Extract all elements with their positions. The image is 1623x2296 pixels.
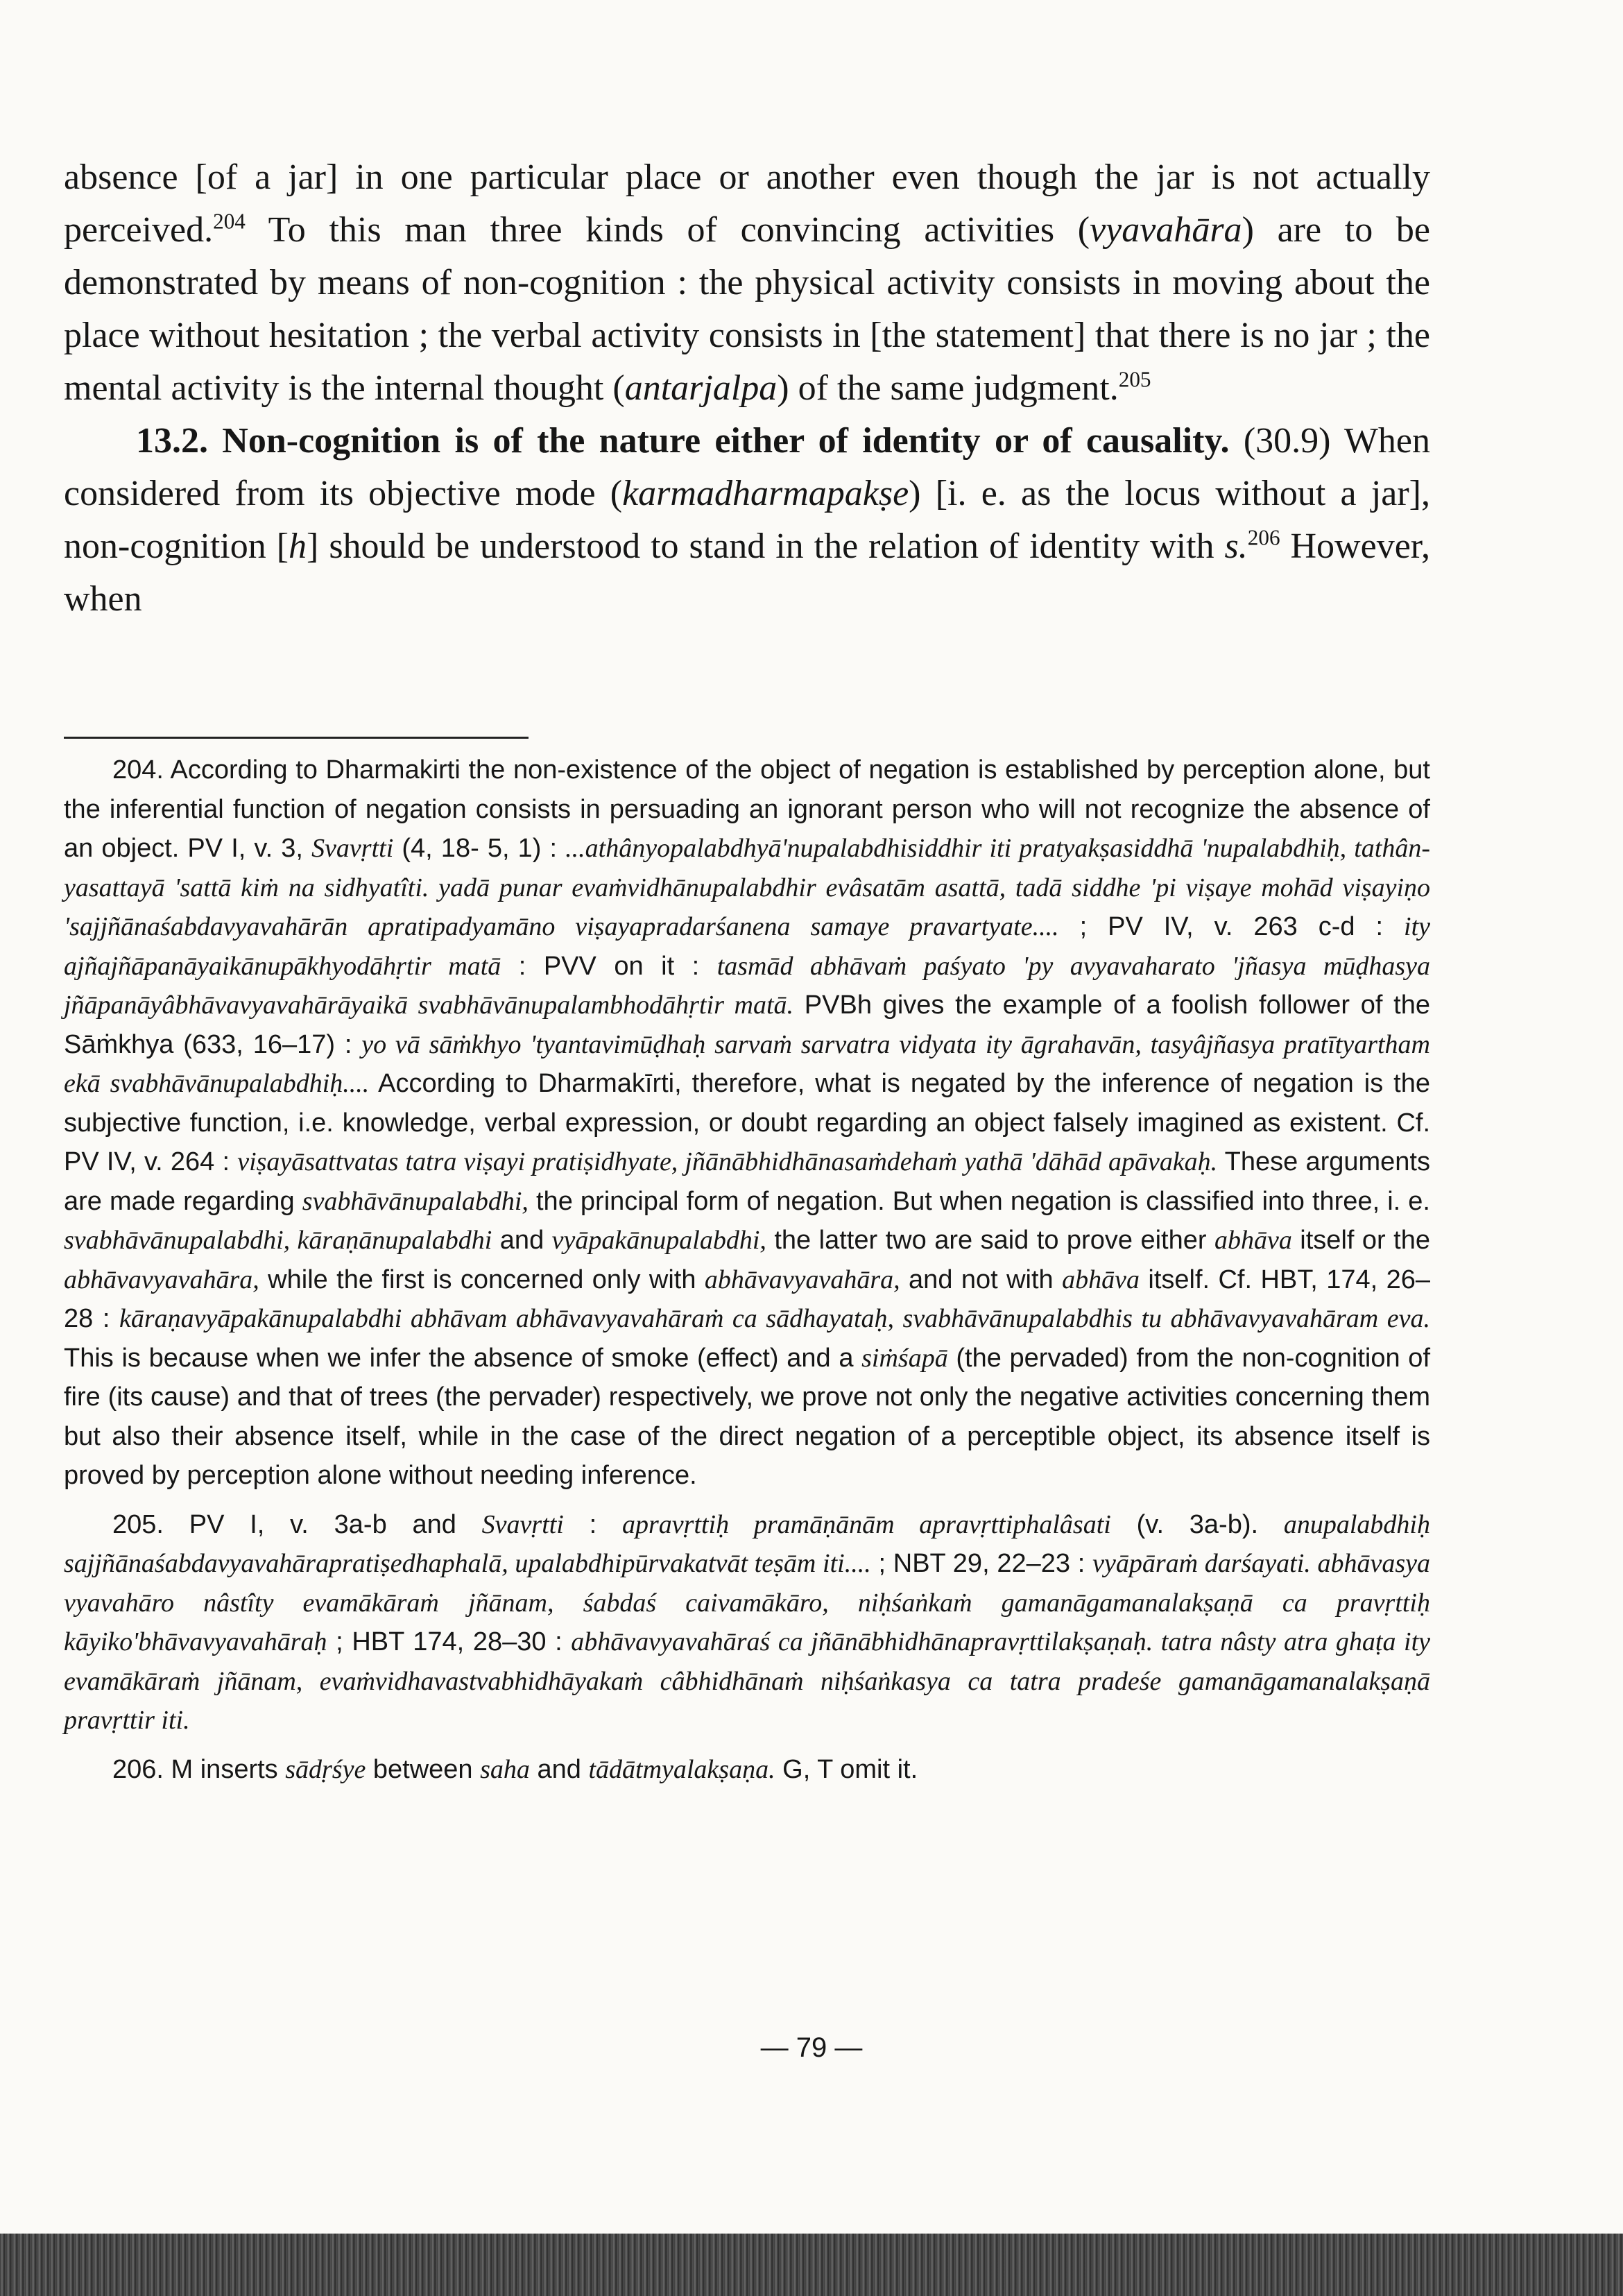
footnote-ref-206[interactable]: 206 (1247, 525, 1280, 550)
footnote-205: 205. PV I, v. 3a-b and Svavṛtti : apravṛttiḥ pramāṇānām apravṛttiphalâsati (v. 3a-b). anupalabdhiḥ sajjñānaśabdavyavahārapratiṣedhaphalā, upalabdhipūrvakatvāt teṣām iti.... ; NBT 29, 22–23 : vyāpāraṁ darśayati. abhāvasya vyavahāro nâstîty evamākāraṁ jñānam, śabdaś caivamākāro, niḥśaṅkaṁ gamanāgamanalakṣaṇā ca pravṛttiḥ kāyiko'bhāvavyavahāraḥ ; HBT 174, 28–30 : abhāvavyavahāraś ca jñānābhidhānapravṛttilakṣaṇaḥ. tatra nâsty atra ghaṭa ity evamākāraṁ jñānam, evaṁvidhavastvabhidhāyakaṁ câbhidhānaṁ niḥśaṅkasya ca tatra pradeśe gamanāgamanalakṣaṇā pravṛttir iti. (64, 1509, 1431, 1735)
footnote-206: 206. M inserts sādṛśye between saha and tādātmyalakṣaṇa. G, T omit it. (112, 1754, 918, 1784)
section-heading-13-2: 13.2. Non-cognition is of the nature either of identity or of causality. (136, 421, 1230, 461)
paragraph-1: absence [of a jar] in one particular place or another even though the jar is not actually perceived.$^{204}$ To this man three kinds of convincing activities (vyavahāra) are to be demonstrated by means of non-cognition : the physical activity consists in moving about the place without hesitation ; the verbal activity consists in [the statement] that there is no jar ; the mental activity is the internal thought (antarjalpa) of the same judgment.$^{205}$ (64, 157, 1430, 408)
footnote-ref-205[interactable]: 205 (1118, 367, 1151, 392)
page-number: — 79 — (760, 2032, 863, 2063)
main-text (64, 151, 1430, 626)
footnote-204: 204. According to Dharmakirti the non-existence of the object of negation is established by perception alone, but the inferential function of negation consists in persuading an ignorant person who will not recognize the absence of an object. PV I, v. 3, Svavṛtti (4, 18- 5, 1) : ...athânyopalabdhyā'nupalabdhisiddhir iti pratyakṣasiddhā 'nupalabdhiḥ, tathânyasattayā 'sattā kiṁ na sidhyatîti. yadā punar evaṁvidhānupalabdhir evâsatām asattā, tadā siddhe 'pi viṣaye mohād viṣayiṇo 'sajjñānaśabdavyavahārān apratipadyamāno viṣayapradarśanena samaye pravartyate.... ; PV IV, v. 263 c-d : ity ajñajñāpanāyaikānupākhyodāhṛtir matā : PVV on it : tasmād abhāvaṁ paśyato 'py avyavaharato 'jñasya mūḍhasya jñāpanāyâbhāvavyavahārāyaikā svabhāvānupalambhodāhṛtir matā. PVBh gives the example of a foolish follower of the Sāṁkhya (633, 16–17) : yo vā sāṁkhyo 'tyantavimūḍhaḥ sarvaṁ sarvatra vidyata ity āgrahavān, tasyâjñasya pratītyartham ekā svabhāvānupalabdhiḥ.... According to Dharmakīrti, therefore, what is negated by the inference of negation is the subjective function, i.e. knowledge, verbal expression, or doubt regarding an object falsely imagined as existent. Cf. PV IV, v. 264 : viṣayāsattvatas tatra viṣayi pratiṣidhyate, jñānābhidhānasaṁdehaṁ yathā 'dāhād apāvakaḥ. These arguments are made regarding svabhāvānupalabdhi, the principal form of negation. But when negation is classified into three, i. e. svabhāvānupalabdhi, kāraṇānupalabdhi and vyāpakānupalabdhi, the latter two are said to prove either abhāva itself or the abhāvavyavahāra, while the first is concerned only with abhāvavyavahāra, and not with abhāva itself. Cf. HBT, 174, 26–28 : kāraṇavyāpakānupalabdhi abhāvam abhāvavyavahāraṁ ca sādhayataḥ, svabhāvānupalabdhis tu abhāvavyavahāram eva. This is because when we infer the absence of smoke (effect) and a siṁśapā (the pervaded) from the non-cognition of fire (its cause) and that of trees (the pervader) respectively, we prove not only the negative activities concerning them but also their absence itself, while in the case of the direct negation of a perceptible object, its absence itself is proved by perception alone without needing inference. (64, 755, 1431, 1490)
footnotes (64, 751, 1430, 1799)
footnote-ref-204[interactable]: 204 (213, 209, 246, 234)
footnote-divider (64, 737, 529, 739)
paragraph-2: 13.2. Non-cognition is of the nature either of identity or of causality. (30.9) When considered from its objective mode (karmadharmapakṣe) [i. e. as the locus without a jar], non-cognition [h] should be understood to stand in the relation of identity with s.$^{206}$ However, when (64, 421, 1431, 619)
scan-edge-band (0, 2234, 1623, 2296)
